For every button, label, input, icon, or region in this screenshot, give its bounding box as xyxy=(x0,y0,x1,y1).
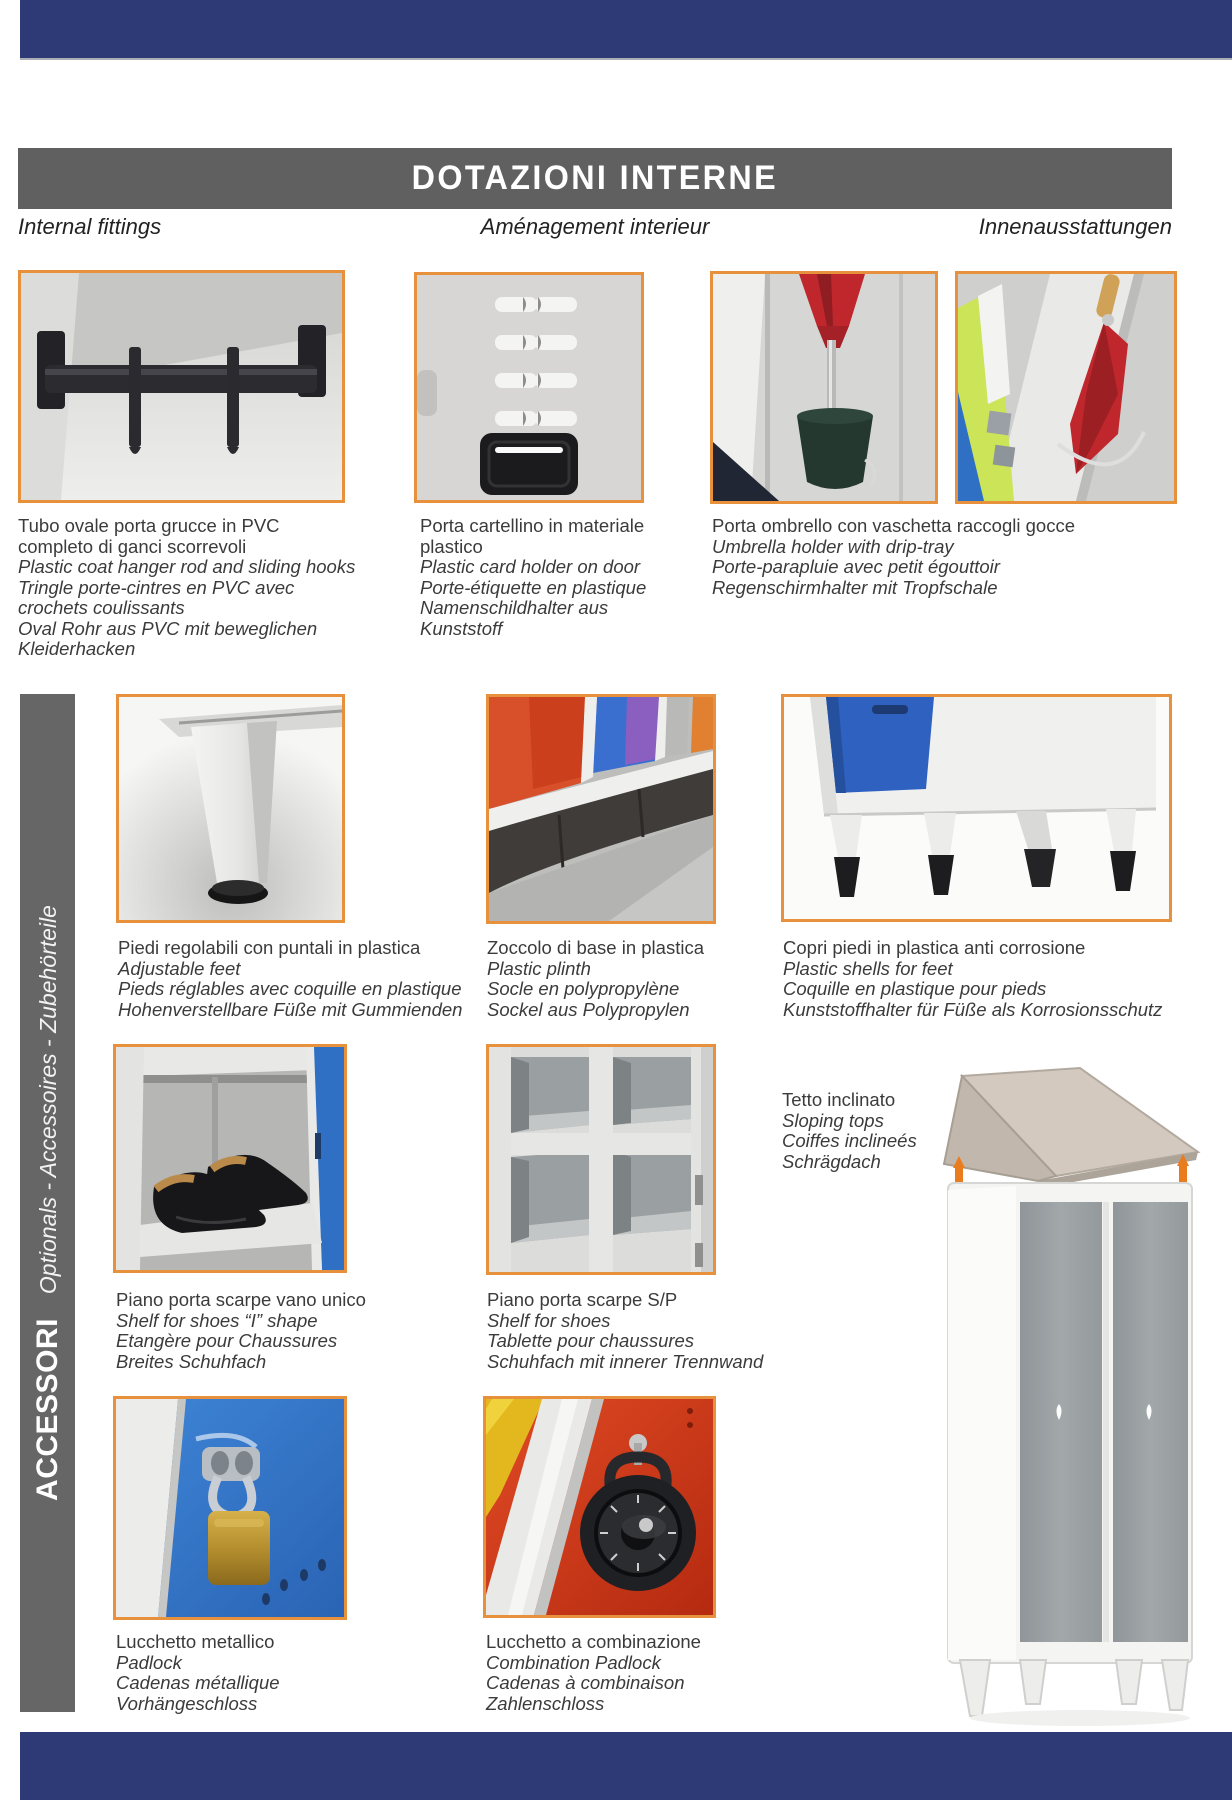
product-translations: Combination Padlock Cadenas à combinaison Zahlenschloss xyxy=(486,1651,685,1714)
card-holder-art xyxy=(417,275,641,500)
locker-body xyxy=(948,1183,1192,1663)
photo-shoe-shelf xyxy=(113,1044,347,1273)
product-translations: Padlock Cadenas métallique Vorhängeschloss xyxy=(116,1651,280,1714)
padlock-art xyxy=(116,1399,344,1617)
product-name: Porta ombrello con vaschetta raccogli gocce xyxy=(712,515,1075,536)
combination-padlock-art xyxy=(486,1399,713,1615)
product-name: Lucchetto metallico xyxy=(116,1631,275,1652)
photo-shoe-shelf-compartments xyxy=(486,1044,716,1275)
caption-zoccolo xyxy=(487,938,704,1020)
subtitle-english: Internal fittings xyxy=(18,214,162,239)
product-translations: Plastic coat hanger rod and sliding hooks Tringle porte-cintres en PVC avec crochets coulissants Oval Rohr aus PVC mit beweglichen Kleiderhacken xyxy=(18,556,356,659)
caption-lucchetto-combinazione xyxy=(486,1632,701,1714)
coat-hanger-rod-art xyxy=(21,273,342,500)
photo-coat-hanger-rod xyxy=(18,270,345,503)
bottom-banner xyxy=(20,1732,1232,1800)
adjustable-foot-art xyxy=(119,697,342,920)
caption-piano-porta-scarpe-vano-unico xyxy=(116,1290,366,1372)
product-translations: Plastic card holder on door Porte-étiquette en plastique Namenschildhalter aus Kunststoff xyxy=(420,556,647,639)
product-translations: Plastic shells for feet Coquille en plastique pour pieds Kunststoffhalter für Füße als Korrosionsschutz xyxy=(783,957,1163,1020)
locker-feet xyxy=(960,1660,1188,1716)
subtitle-french: Aménagement interieur xyxy=(480,214,710,239)
product-translations: Sloping tops Coiffes inclineés Schrägdach xyxy=(782,1109,917,1172)
umbrella-hanging-art xyxy=(958,274,1174,501)
product-name: Piedi regolabili con puntali in plastica xyxy=(118,937,421,958)
sidebar-title: ACCESSORI xyxy=(30,1318,64,1501)
plastic-plinth-art xyxy=(489,697,713,921)
page-title: DOTAZIONI INTERNE xyxy=(411,159,779,197)
shoe-shelf-sp-art xyxy=(489,1047,713,1272)
accessories-sidebar-text xyxy=(31,905,65,1501)
product-name: Porta cartellino in materiale plastico xyxy=(420,515,645,557)
caption-piedi-regolabili xyxy=(118,938,462,1020)
photo-combination-padlock xyxy=(483,1396,716,1618)
caption-porta-cartellino xyxy=(420,516,646,639)
umbrella-holder-art xyxy=(713,274,935,501)
photo-feet-shells xyxy=(781,694,1172,922)
caption-copri-piedi xyxy=(783,938,1162,1020)
caption-lucchetto-metallico xyxy=(116,1632,280,1714)
product-name: Tetto inclinato xyxy=(782,1089,896,1110)
product-translations: Plastic plinth Socle en polypropylène Sockel aus Polypropylen xyxy=(487,957,690,1020)
sidebar-subtitle: Optionals - Accessoires - Zubehörteile xyxy=(34,905,60,1295)
caption-tetto-inclinato xyxy=(782,1090,917,1172)
sloping-roof xyxy=(944,1068,1198,1188)
product-translations: Shelf for shoes “I” shape Etangère pour Chaussures Breites Schuhfach xyxy=(116,1309,338,1372)
product-name: Piano porta scarpe S/P xyxy=(487,1289,678,1310)
product-name: Zoccolo di base in plastica xyxy=(487,937,704,958)
product-translations: Shelf for shoes Tablette pour chaussures Schuhfach mit innerer Trennwand xyxy=(487,1309,764,1372)
photo-padlock xyxy=(113,1396,347,1620)
sloping-top-locker-illustration xyxy=(920,1060,1210,1730)
caption-porta-ombrello xyxy=(712,516,1075,598)
product-translations: Umbrella holder with drip-tray Porte-parapluie avec petit égouttoir Regenschirmhalter mit Tropfschale xyxy=(712,535,1000,598)
photo-umbrella-holder xyxy=(710,271,938,504)
caption-tubo-ovale xyxy=(18,516,355,660)
product-translations: Adjustable feet Pieds réglables avec coquille en plastique Hohenverstellbare Füße mit Gummienden xyxy=(118,957,463,1020)
feet-shells-art xyxy=(784,697,1169,919)
product-name: Lucchetto a combinazione xyxy=(486,1631,701,1652)
caption-piano-porta-scarpe-sp xyxy=(487,1290,763,1372)
section-title-bar xyxy=(18,148,1172,209)
photo-card-holder xyxy=(414,272,644,503)
product-name: Copri piedi in plastica anti corrosione xyxy=(783,937,1086,958)
photo-plastic-plinth xyxy=(486,694,716,924)
accessories-sidebar xyxy=(20,694,75,1712)
photo-adjustable-foot xyxy=(116,694,345,923)
product-name: Tubo ovale porta grucce in PVC completo di ganci scorrevoli xyxy=(18,515,280,557)
subtitle-german: Innenausstattungen xyxy=(978,214,1172,239)
photo-umbrella-hanging xyxy=(955,271,1177,504)
product-name: Piano porta scarpe vano unico xyxy=(116,1289,366,1310)
top-banner xyxy=(20,0,1232,60)
shoe-shelf-art xyxy=(116,1047,344,1270)
